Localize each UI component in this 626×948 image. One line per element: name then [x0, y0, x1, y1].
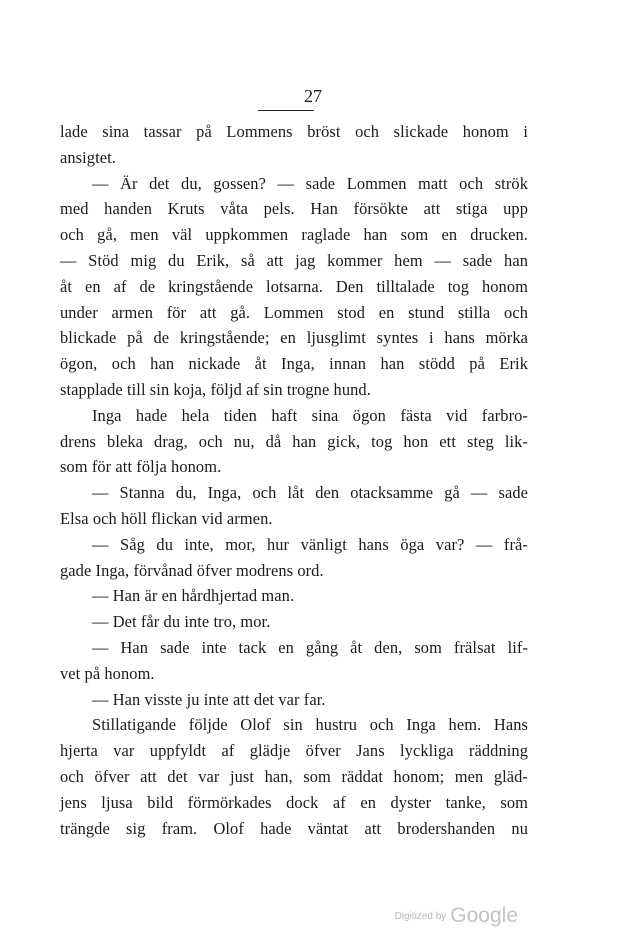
watermark-prefix: Digitized by [394, 911, 447, 922]
text-line: jens ljusa bild förmörkades dock af en dyster tanke, som [60, 792, 528, 812]
text-line: åt en af de kringstående lotsarna. Den tilltalade tog honom [60, 276, 528, 296]
text-line: ansigtet. [60, 147, 116, 167]
text-line: trängde sig fram. Olof hade väntat att brodershanden nu [60, 818, 528, 838]
text-line: under armen för att gå. Lommen stod en stund stilla och [60, 302, 528, 322]
text-line: gade Inga, förvånad öfver modrens ord. [60, 560, 324, 580]
text-line: vet på honom. [60, 663, 155, 683]
text-line: — Stanna du, Inga, och låt den otacksamme gå — sade [92, 483, 528, 503]
text-line: och öfver att det var just han, som räddat honom; men gläd- [60, 766, 528, 786]
text-line: — Såg du inte, mor, hur vänligt hans öga var? — frå- [92, 534, 528, 554]
text-line: Stillatigande följde Olof sin hustru och Inga hem. Hans [92, 715, 528, 735]
text-line: — Det får du inte tro, mor. [92, 612, 271, 632]
digitized-by-google-watermark [395, 904, 518, 928]
text-line: med handen Kruts våta pels. Han försökte att stiga upp [60, 199, 528, 219]
google-logo: Google [450, 904, 518, 927]
text-line: — Han visste ju inte att det var far. [92, 689, 326, 709]
text-line: lade sina tassar på Lommens bröst och slickade honom i [60, 122, 528, 141]
text-line: och gå, men väl uppkommen raglade han som en drucken. [60, 225, 528, 245]
text-line: Elsa och höll flickan vid armen. [60, 508, 273, 528]
text-line: — Han är en hårdhjertad man. [92, 586, 295, 606]
text-line: drens bleka drag, och nu, då han gick, tog hon ett steg lik- [60, 431, 528, 451]
text-line: — Han sade inte tack en gång åt den, som frälsat lif- [92, 637, 528, 657]
text-line: hjerta var uppfyldt af glädje öfver Jans lyckliga räddning [60, 741, 528, 761]
text-line: som för att följa honom. [60, 457, 222, 477]
text-line: stapplade till sin koja, följd af sin trogne hund. [60, 379, 371, 399]
text-line: blickade på de kringstående; en ljusglimt syntes i hans mörka [60, 328, 528, 348]
text-line: — Är det du, gossen? — sade Lommen matt och strök [92, 173, 528, 193]
body-text [60, 119, 528, 841]
text-line: — Stöd mig du Erik, så att jag kommer hem — sade han [60, 250, 528, 270]
text-line: Inga hade hela tiden haft sina ögon fästa vid farbro- [92, 405, 528, 425]
page-number-rule [258, 110, 314, 111]
page-number: 27 [304, 86, 322, 106]
text-line: ögon, och han nickade åt Inga, innan han stödd på Erik [60, 354, 528, 374]
